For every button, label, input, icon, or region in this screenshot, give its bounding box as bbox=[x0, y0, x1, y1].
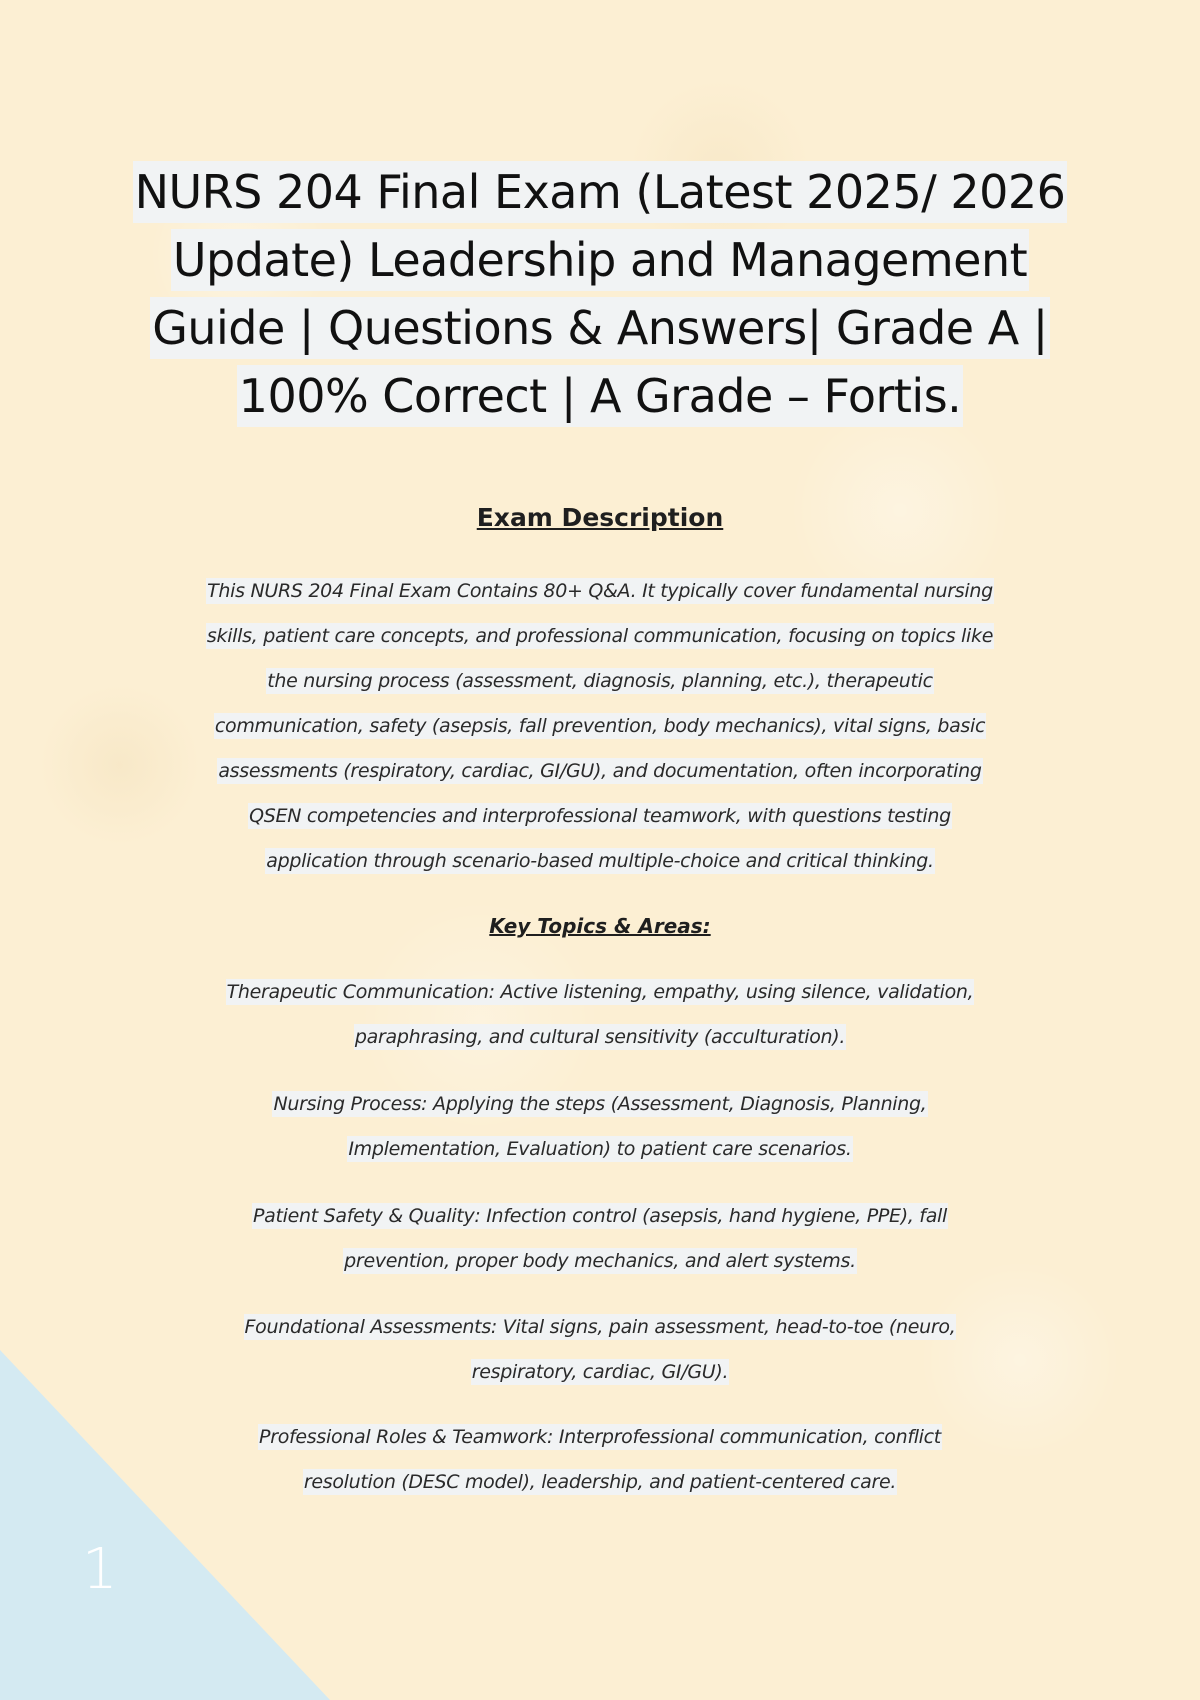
page-number: 1 bbox=[82, 1537, 118, 1602]
key-topic-item bbox=[220, 970, 980, 1060]
key-topic-item bbox=[220, 1082, 980, 1172]
key-topics-heading: Key Topics & Areas: bbox=[489, 914, 711, 938]
key-topic-text: Foundational Assessments: Vital signs, pain assessment, head-to-toe (neuro, respiratory, cardiac, GI/GU). bbox=[244, 1316, 956, 1383]
key-topic-text: Professional Roles & Teamwork: Interprofessional communication, conflict resolution (DESC model), leadership, and patient-centered care. bbox=[259, 1426, 941, 1493]
key-topic-text: Therapeutic Communication: Active listening, empathy, using silence, validation, paraphrasing, and cultural sensitivity (acculturation). bbox=[226, 981, 974, 1048]
key-topic-text: Patient Safety & Quality: Infection control (asepsis, hand hygiene, PPE), fall prevention, proper body mechanics, and alert systems. bbox=[253, 1205, 947, 1272]
exam-description-heading: Exam Description bbox=[476, 503, 724, 532]
key-topic-text: Nursing Process: Applying the steps (Assessment, Diagnosis, Planning, Implementation, Evaluation) to patient care scenarios. bbox=[273, 1093, 927, 1160]
key-topic-item bbox=[220, 1194, 980, 1284]
exam-description-text: This NURS 204 Final Exam Contains 80+ Q&A. It typically cover fundamental nursing skills, patient care concepts, and professional communication, focusing on topics like the nursing process (assessment, diagnosis, planning, etc.), therapeutic communication, safety (asepsis, fall prevention, body mechanics), vital signs, basic assessments (respiratory, cardiac, GI/GU), and documentation, often incorporating QSEN competencies and interprofessional teamwork, with questions testing application through scenario-based multiple-choice and critical thinking. bbox=[206, 580, 994, 872]
key-topic-item bbox=[220, 1415, 980, 1505]
exam-description-paragraph bbox=[200, 569, 1000, 884]
document-title bbox=[130, 158, 1070, 430]
document-title-text: NURS 204 Final Exam (Latest 2025/ 2026 Update) Leadership and Management Guide | Questions & Answers| Grade A | 100% Correct | A Grade – Fortis. bbox=[133, 161, 1068, 427]
key-topic-item bbox=[220, 1305, 980, 1395]
